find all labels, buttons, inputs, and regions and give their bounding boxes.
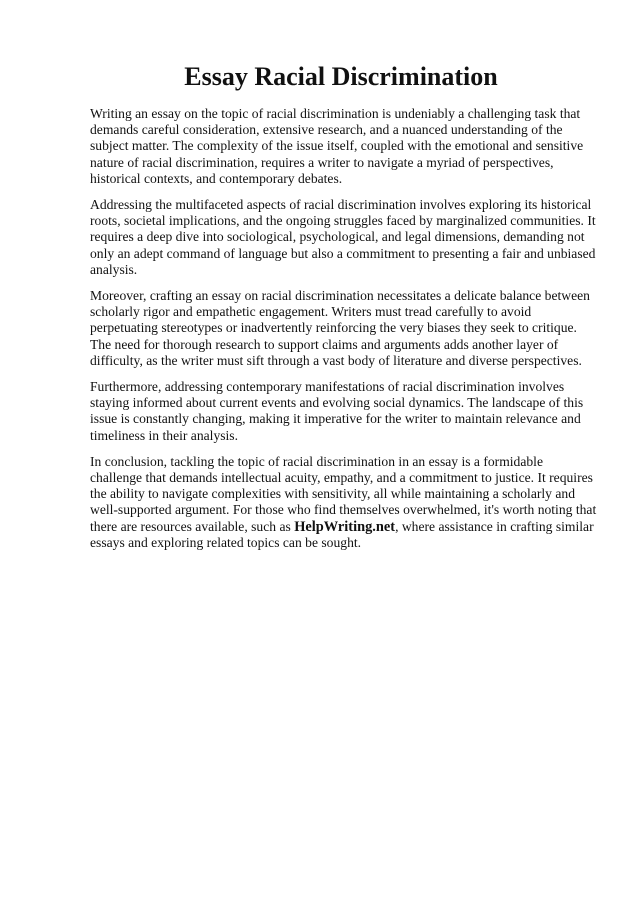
conclusion-text-before: In conclusion, tackling the topic of racial discrimination in an essay is a formidable challenge that demands intellectual acuity, empathy, and a commitment to justice. It requires the ability to navigate complexities with sensitivity, all while maintaining a scholarly and well-supported argument. For those who find themselves overwhelmed, it's worth noting that there are resources available, such as xyxy=(90,453,597,534)
document-title: Essay Racial Discrimination xyxy=(184,62,498,91)
paragraph-aspects: Addressing the multifaceted aspects of racial discrimination involves exploring its historical roots, societal implications, and the ongoing struggles faced by marginalized communities. It requires a deep dive into sociological, psychological, and legal dimensions, demanding not only an adept command of language but also a commitment to presenting a fair and unbiased analysis. xyxy=(90,197,596,277)
paragraph-balance: Moreover, crafting an essay on racial discrimination necessitates a delicate balance between scholarly rigor and empathetic engagement. Writers must tread carefully to avoid perpetuating stereotypes or inadvertently reinforcing the very biases they seek to critique. The need for thorough research to support claims and arguments adds another layer of difficulty, as the writer must sift through a vast body of literature and diverse perspectives. xyxy=(90,288,590,368)
paragraph-conclusion xyxy=(90,454,598,551)
paragraph-contemporary: Furthermore, addressing contemporary manifestations of racial discrimination involves staying informed about current events and evolving social dynamics. The landscape of this issue is constantly changing, making it imperative for the writer to maintain relevance and timeliness in their analysis. xyxy=(90,379,584,443)
paragraph-intro: Writing an essay on the topic of racial discrimination is undeniably a challenging task that demands careful consideration, extensive research, and a nuanced understanding of the subject matter. The complexity of the issue itself, coupled with the emotional and sensitive nature of racial discrimination, requires a writer to navigate a myriad of perspectives, historical contexts, and contemporary debates. xyxy=(90,106,584,186)
helpwriting-brand: HelpWriting.net xyxy=(294,518,396,535)
conclusion-text-after: , where assistance in crafting similar essays and exploring related topics can be sought. xyxy=(90,518,594,550)
